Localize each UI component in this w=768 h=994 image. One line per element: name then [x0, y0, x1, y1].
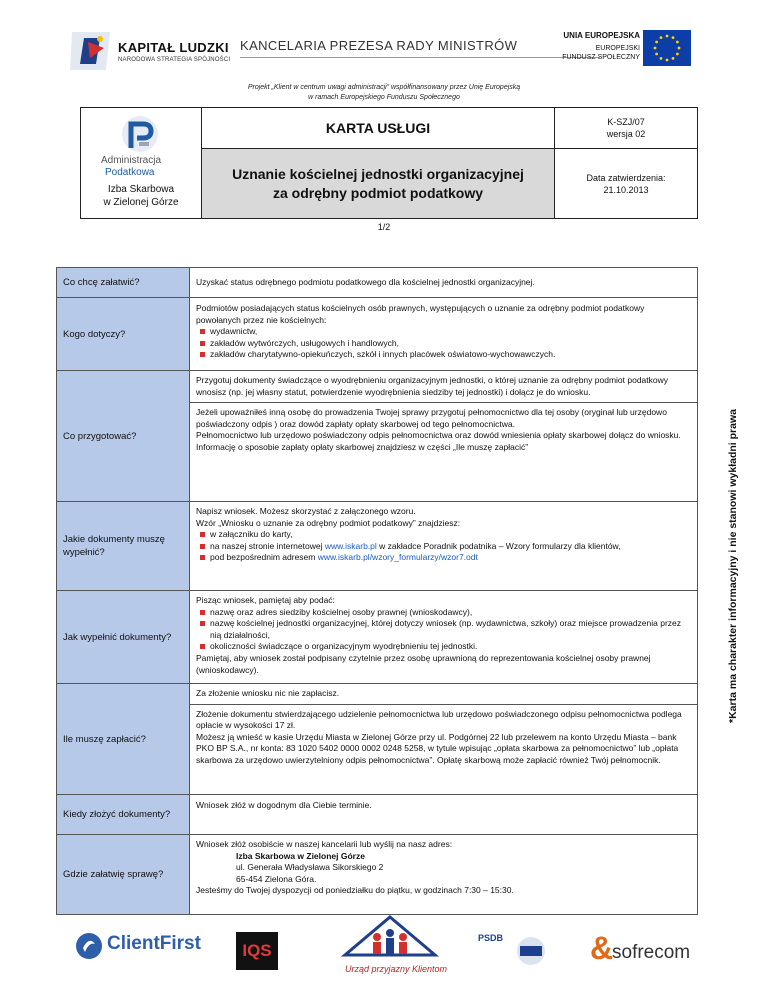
office-name: [81, 183, 201, 209]
page-number: 1/2: [377, 222, 391, 232]
logo-text-podatkowa: Podatkowa: [105, 167, 155, 178]
row-intro: Podmiotów posiadających status kościelnych osób prawnych, występujących o uznanie za odrębny podmiot podatkowy powołanych przez nie kościelnych:: [196, 303, 645, 325]
project-line-2: w ramach Europejskiego Funduszu Społecznego: [308, 94, 460, 101]
row-label: Co przygotować?: [57, 371, 190, 501]
row-value: [190, 298, 697, 370]
row-label: Kiedy złożyć dokumenty?: [57, 795, 190, 834]
subject-line-1: Uznanie kościelnej jednostki organizacyjnej: [232, 165, 524, 182]
row-paragraph: Możesz ją wnieść w kasie Urzędu Miasta w Zielonej Górze przy ul. Podgórnej 22 lub przelewem na konto Urzędu Miasta – bank PKO BP S.A., nr konta: 83 1020 5402 0000 0002 0248 5258, w tytule wpisując „opłata skarbowa za pełnomocnictwo” lub „opłata skarbowa za urzędowo uwierzytelniony odpis pełnomocnictwa”. Opłatę skarbową może zapłacić również Twój pełnomocnik.: [196, 731, 679, 765]
form-template-link[interactable]: www.iskarb.pl/wzory_formularzy/wzor7.odt: [317, 552, 478, 563]
service-card-header: [80, 107, 698, 219]
approval-date: 21.10.2013: [603, 184, 649, 195]
kprm-title: KANCELARIA PREZESA RADY MINISTRÓW: [240, 38, 518, 53]
psdb-logo: PSDB: [478, 933, 504, 943]
table-row: [57, 591, 697, 684]
row-label: Kogo dotyczy?: [57, 298, 190, 370]
row-paragraph: Pełnomocnictwo lub urzędowo poświadczony odpis pełnomocnictwa oraz dowód wniesienia opłaty skarbowej dołącz do wniosku.: [196, 430, 681, 441]
eu-flag-icon: [643, 30, 691, 66]
row-value: [190, 795, 697, 834]
table-row: [57, 268, 697, 298]
row-label: Ile muszę zapłacić?: [57, 684, 190, 794]
ue-title: UNIA EUROPEJSKA: [563, 31, 640, 40]
psdb-emblem-icon: [510, 935, 552, 967]
sofrecom-amp-icon: &: [590, 930, 614, 966]
card-title: KARTA USŁUGI: [202, 108, 555, 149]
iskarb-link[interactable]: www.iskarb.pl: [324, 540, 377, 551]
address-line: ul. Generała Władysława Sikorskiego 2: [236, 862, 384, 873]
card-code-cell: [555, 108, 697, 149]
row-paragraph: Wniosek złóż osobiście w naszej kancelarii lub wyślij na nasz adres:: [196, 839, 453, 849]
iqs-logo: IQS: [236, 932, 278, 970]
row-value: [190, 835, 697, 914]
list-item: [196, 552, 691, 564]
row-paragraph: Za złożenie wniosku nic nie zapłacisz.: [196, 688, 340, 698]
template-sources-list: [196, 529, 691, 564]
row-divider: [190, 402, 697, 403]
disclaimer-vertical: [713, 250, 739, 890]
clientfirst-icon: [75, 932, 103, 960]
table-row: [57, 371, 697, 502]
card-approval-cell: [555, 149, 697, 218]
list-item: zakładów wytwórczych, usługowych i handlowych,: [196, 338, 691, 350]
table-row: [57, 684, 697, 795]
kapital-ludzki-subtitle: NARODOWA STRATEGIA SPÓJNOŚCI: [118, 57, 231, 63]
project-line-1: Projekt „Klient w centrum uwagi administracji” współfinansowany przez Unię Europejską: [247, 84, 521, 91]
card-code: K-SZJ/07: [607, 117, 645, 127]
row-paragraph: Pamiętaj, aby wniosek został podpisany czytelnie przez osobę uprawnioną do reprezentowania kościelnej osoby prawnej (wnioskodawcy).: [196, 652, 651, 675]
table-row: [57, 298, 697, 371]
row-label: Co chcę załatwić?: [57, 268, 190, 297]
ue-line1: EUROPEJSKI: [595, 45, 640, 52]
subject-line-2: za odrębny podmiot podatkowy: [272, 184, 483, 201]
address-line: Izba Skarbowa w Zielonej Górze: [236, 850, 365, 861]
row-paragraph: Informację o sposobie zapłaty opłaty skarbowej znajdziesz w części „Ile muszę zapłacić”: [196, 441, 529, 452]
row-value: [190, 502, 697, 590]
row-paragraph: Napisz wniosek. Możesz skorzystać z załączonego wzoru.: [196, 506, 416, 516]
office-logo-cell: [81, 108, 202, 218]
row-divider: [190, 704, 697, 705]
row-text: Uzyskać status odrębnego podmiotu podatkowego dla kościelnej jednostki organizacyjnej.: [196, 276, 535, 287]
target-list: [196, 326, 691, 361]
row-value: [190, 371, 697, 501]
row-label: Jak wypełnić dokumenty?: [57, 591, 190, 683]
row-value: [190, 268, 697, 297]
list-item-text: pod bezpośrednim adresem: [210, 552, 318, 563]
project-note: [0, 83, 768, 103]
list-item-text: na naszej stronie internetowej: [210, 540, 325, 551]
table-row: [57, 795, 697, 835]
row-value: [190, 684, 697, 794]
list-item: w załączniku do karty,: [196, 529, 691, 541]
list-item: wydawnictw,: [196, 326, 691, 338]
row-paragraph: Przygotuj dokumenty świadczące o wyodrębnieniu organizacyjnym jednostki, o której uznanie za odrębny podmiot podatkowy wnosisz (np. jej własny statut, potwierdzenie wyodrębnienia siedziby tej jednostki) i dołącz je do wniosku.: [196, 375, 669, 397]
disclaimer-text: *Karta ma charakter informacyjny i nie stanowi wykładni prawa: [727, 409, 739, 723]
sofrecom-logo: sofrecom: [612, 942, 691, 963]
row-paragraph: Wzór „Wniosku o uznanie za odrębny podmiot podatkowy” znajdziesz:: [196, 517, 461, 528]
ue-line2: FUNDUSZ SPOŁECZNY: [562, 54, 640, 61]
row-paragraph: Pisząc wniosek, pamiętaj aby podać:: [196, 595, 335, 605]
list-item: nazwę oraz adres siedziby kościelnej osoby prawnej (wnioskodawcy),: [196, 607, 691, 619]
list-item: [196, 541, 691, 553]
row-value: [190, 591, 697, 683]
administracja-podatkowa-logo: [119, 114, 161, 154]
clientfirst-logo: ClientFirst: [107, 933, 201, 954]
kprm-divider: [240, 57, 600, 58]
row-label: Gdzie załatwię sprawę?: [57, 835, 190, 914]
row-paragraph: Jeżeli upoważniłeś inną osobę do prowadzenia Twojej sprawy przygotuj pełnomocnictwo dla tej osoby (oryginał lub urzędowo poświadczony odpis ) oraz dowód zapłaty opłaty skarbowej od tego pełnomocnictwa.: [196, 407, 667, 429]
address-line: 65-454 Zielona Góra.: [236, 873, 317, 884]
logo-text-administracja: Administracja: [101, 155, 162, 166]
urzad-przyjazny-text: Urząd przyjazny Klientom: [345, 964, 448, 974]
list-item-text: w zakładce Poradnik podatnika – Wzory formularzy dla klientów,: [376, 540, 621, 551]
list-item: zakładów charytatywno-opiekuńczych, szkół i innych placówek oświatowo-wychowawczych.: [196, 349, 691, 361]
kapital-ludzki-title: KAPITAŁ LUDZKI: [118, 40, 229, 55]
required-data-list: [196, 607, 691, 653]
list-item: nazwę kościelnej jednostki organizacyjnej, której dotyczy wniosek (np. wydawnictwa, szkoły) oraz miejsce prowadzenia przez nią działalności,: [196, 618, 691, 641]
office-line-2: w Zielonej Górze: [103, 197, 179, 208]
service-info-table: [56, 267, 698, 915]
card-subject: [202, 149, 555, 218]
row-paragraph: Jesteśmy do Twojej dyspozycji od poniedziałku do piątku, w godzinach 7:30 – 15:30.: [196, 885, 514, 896]
row-paragraph: Złożenie dokumentu stwierdzającego udzielenie pełnomocnictwa lub urzędowo poświadczonego odpisu pełnomocnictwa podlega opłacie w wysokości 17 zł.: [196, 708, 682, 731]
list-item: okoliczności świadczące o organizacyjnym wyodrębnieniu tej jednostki.: [196, 641, 691, 653]
card-version: wersja 02: [606, 129, 646, 139]
row-label: Jakie dokumenty muszę wypełnić?: [57, 502, 190, 590]
table-row: [57, 502, 697, 591]
table-row: [57, 835, 697, 914]
approval-label: Data zatwierdzenia:: [586, 172, 666, 183]
office-line-1: Izba Skarbowa: [107, 184, 175, 195]
ue-fund: [562, 44, 640, 62]
row-text: Wniosek złóż w dogodnym dla Ciebie terminie.: [196, 800, 372, 810]
